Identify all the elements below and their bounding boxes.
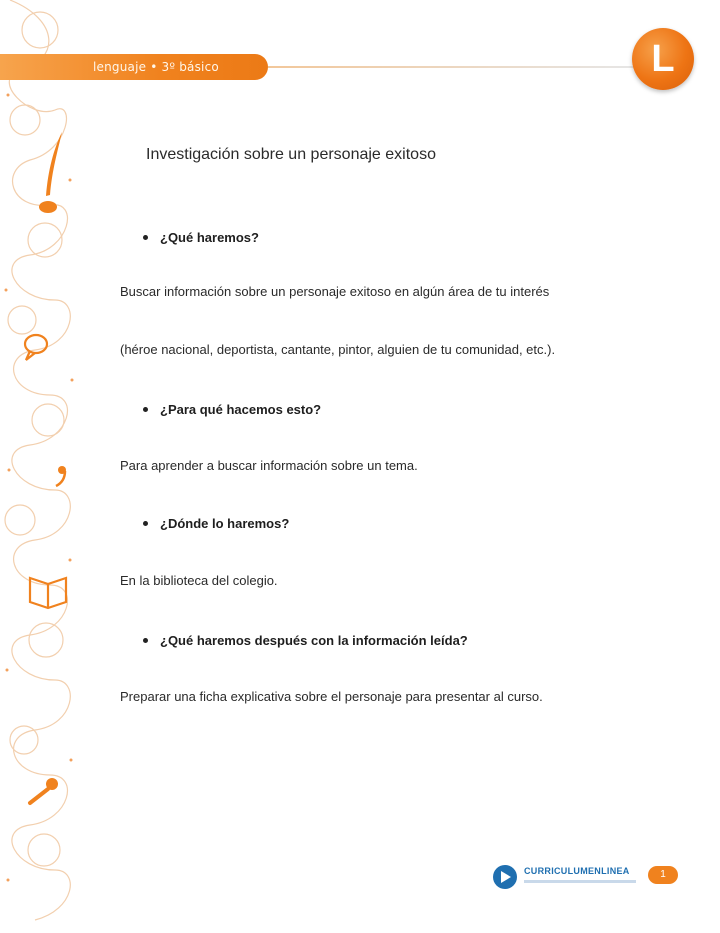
bullet-icon <box>143 407 148 412</box>
section-answer-line: En la biblioteca del colegio. <box>120 573 278 588</box>
bullet-icon <box>143 521 148 526</box>
section-question: ¿Qué haremos? <box>160 230 259 245</box>
header-divider <box>268 66 636 68</box>
section-question: ¿Qué haremos después con la información leída? <box>160 633 468 648</box>
comma-icon <box>56 466 66 486</box>
course-label: lenguaje • 3º básico <box>93 60 219 74</box>
subject-letter-badge: L <box>632 28 694 90</box>
decorative-swirl-border <box>0 0 80 933</box>
section-answer-line: (héroe nacional, deportista, cantante, pintor, alguien de tu comunidad, etc.). <box>120 342 556 357</box>
footer-logo-text: CURRICULUMENLINEA <box>524 866 630 876</box>
section-answer-line: Preparar una ficha explicativa sobre el personaje para presentar al curso. <box>120 689 543 704</box>
bullet-icon <box>143 235 148 240</box>
section-answer-line: Para aprender a buscar información sobre un tema. <box>120 458 418 473</box>
bullet-icon <box>143 638 148 643</box>
play-arrow-icon <box>493 865 517 889</box>
section-answer-line: Buscar información sobre un personaje exitoso en algún área de tu interés <box>120 284 550 299</box>
section-question: ¿Para qué hacemos esto? <box>160 402 322 417</box>
speech-bubble-icon <box>25 335 47 360</box>
quill-icon <box>39 132 62 213</box>
microphone-icon <box>30 778 58 803</box>
footer-logo-underline <box>524 880 636 883</box>
document-title: Investigación sobre un personaje exitoso <box>146 146 436 163</box>
page-number-badge: 1 <box>648 866 678 884</box>
section-question: ¿Dónde lo haremos? <box>160 516 290 531</box>
